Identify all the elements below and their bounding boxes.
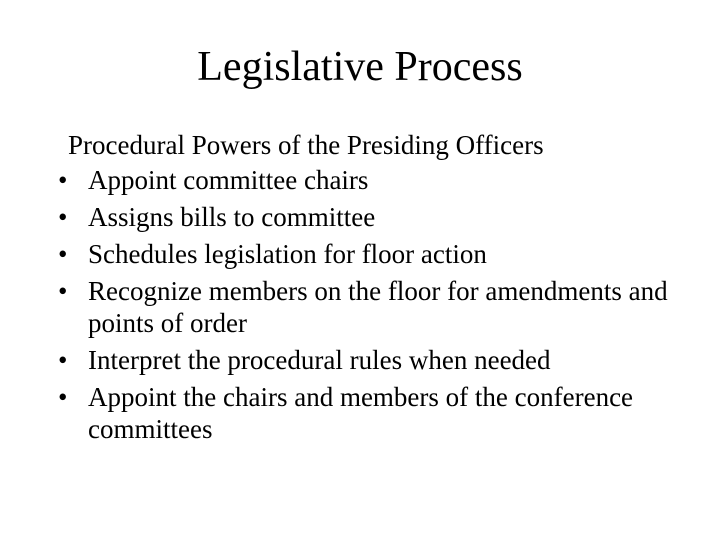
- bullet-icon: •: [58, 276, 68, 306]
- bullet-text: Appoint the chairs and members of the conference committees: [88, 382, 634, 444]
- bullet-text: Interpret the procedural rules when needed: [88, 345, 551, 375]
- bullet-icon: •: [58, 382, 68, 412]
- bullet-icon: •: [58, 345, 68, 375]
- bullet-item: [58, 164, 708, 196]
- bullet-icon: •: [58, 165, 68, 195]
- bullet-text: Schedules legislation for floor action: [88, 239, 487, 269]
- slide-intro: Procedural Powers of the Presiding Officers: [68, 130, 544, 160]
- bullet-item: [58, 201, 708, 233]
- bullet-icon: •: [58, 202, 68, 232]
- bullet-icon: •: [58, 239, 68, 269]
- bullet-item: [58, 275, 708, 339]
- bullet-text: Assigns bills to committee: [88, 202, 376, 232]
- slide-title: Legislative Process: [197, 44, 523, 90]
- bullet-item: [58, 381, 708, 445]
- bullet-item: [58, 238, 708, 270]
- bullet-list: [58, 164, 708, 445]
- bullet-item: [58, 344, 708, 376]
- bullet-text: Recognize members on the floor for amendments and points of order: [88, 276, 668, 338]
- bullet-text: Appoint committee chairs: [88, 165, 369, 195]
